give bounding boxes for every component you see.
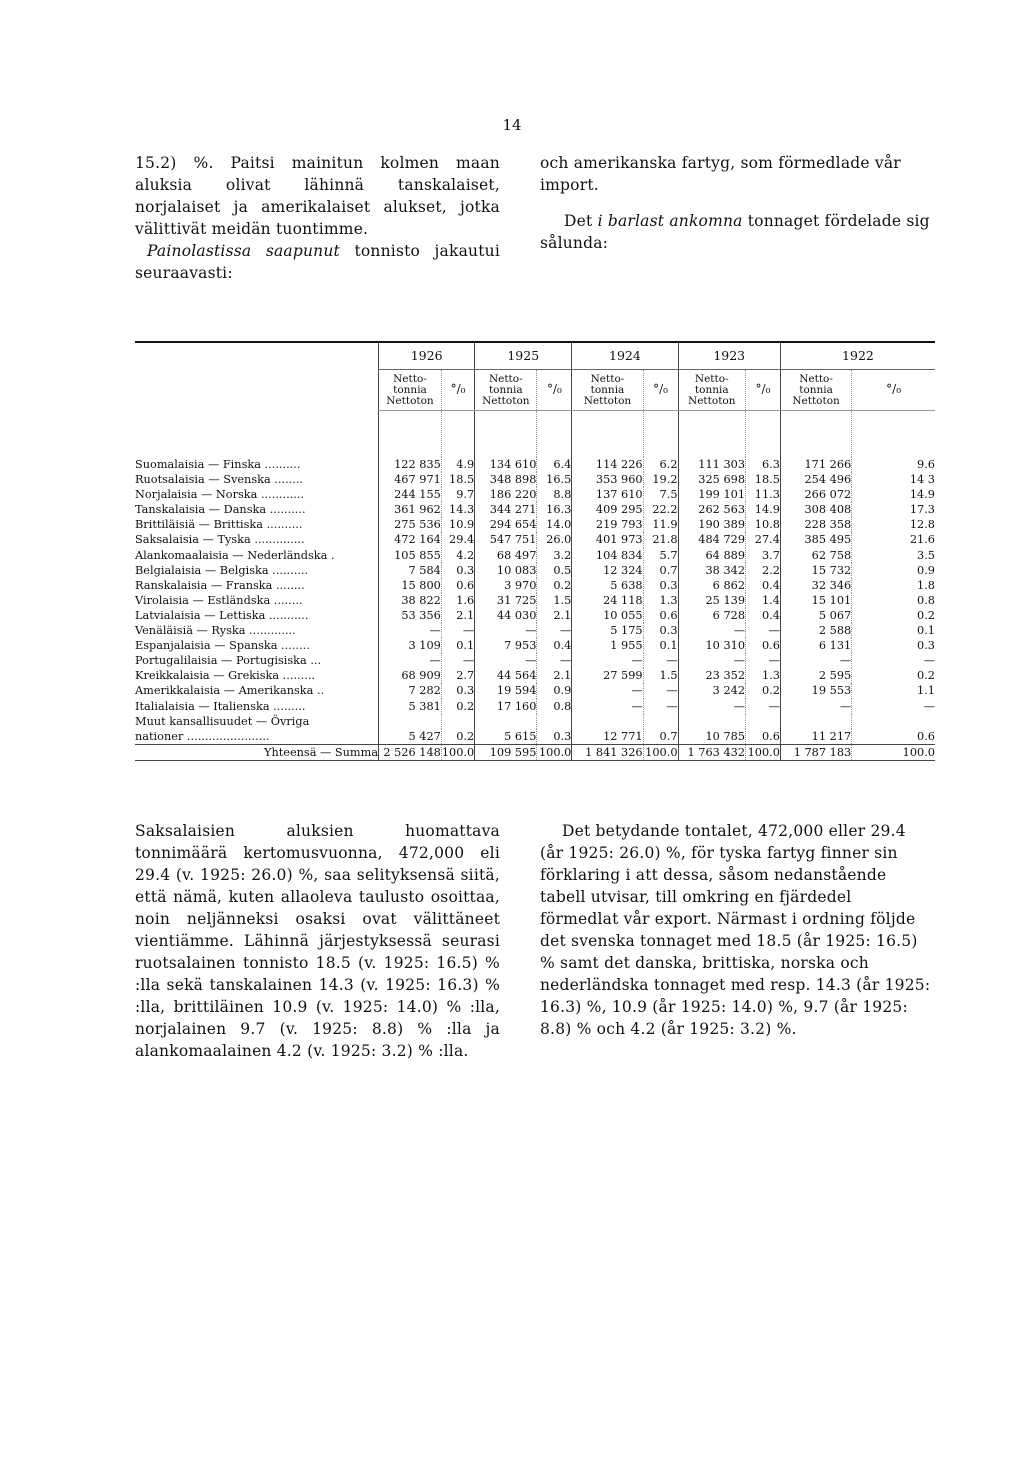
nationality-label: Portugalilaisia — Portugisiska ...: [135, 654, 322, 668]
tonnage-cell: 472 164: [379, 532, 442, 547]
tonnage-cell: 5 615: [475, 729, 537, 745]
nationality-label: Saksalaisia — Tyska ..............: [135, 533, 305, 547]
nationality-label: Ruotsalaisia — Svenska ........: [135, 473, 304, 487]
percent-cell: 0.1: [643, 638, 678, 653]
tonnage-cell: 199 101: [678, 487, 746, 502]
percent-cell: 6.3: [746, 457, 781, 472]
netto-header: [379, 370, 442, 411]
percent-cell: —: [643, 653, 678, 668]
percent-cell: 0.3: [441, 683, 474, 698]
tonnage-cell: 7 584: [379, 563, 442, 578]
left-ballast-paragraph: Painolastissa saapunut tonnisto jakautui seuraavasti:: [135, 242, 500, 282]
tonnage-cell: 325 698: [678, 472, 746, 487]
left-intro-paragraph: 15.2) %. Paitsi mainitun kolmen maan aluksia olivat lähinnä tanskalaiset, norjalaiset ja amerikalaiset alukset, jotka välittivät meidän tuontimme.: [135, 154, 500, 238]
ballast-tonnage-table: [135, 341, 935, 761]
tonnage-cell: 38 342: [678, 563, 746, 578]
nationality-label: Virolaisia — Estländska ........: [135, 593, 303, 607]
tonnage-cell: 122 835: [379, 457, 442, 472]
tonnage-cell: 361 962: [379, 502, 442, 517]
percent-cell: 0.3: [852, 638, 935, 653]
percent-cell: 4.2: [441, 548, 474, 563]
total-row: [135, 744, 935, 760]
table-row: [135, 578, 935, 593]
percent-cell: 1.4: [746, 593, 781, 608]
tonnage-cell: 2 588: [780, 623, 851, 638]
netto-header: [475, 370, 537, 411]
nationality-label: Latvialaisia — Lettiska ...........: [135, 608, 309, 622]
percent-cell: 1.1: [852, 683, 935, 698]
percent-cell: 0.6: [746, 638, 781, 653]
tonnage-cell: 62 758: [780, 548, 851, 563]
tonnage-cell: 12 324: [572, 563, 643, 578]
tonnage-cell: 6 131: [780, 638, 851, 653]
tonnage-cell: 275 536: [379, 517, 442, 532]
percent-cell: 22.2: [643, 502, 678, 517]
nationality-label: Kreikkalaisia — Grekiska .........: [135, 669, 316, 683]
nationality-label: Italialaisia — Italienska .........: [135, 699, 306, 713]
percent-cell: 1.5: [643, 668, 678, 683]
year-header: 1924: [572, 343, 678, 370]
percent-cell: 18.5: [746, 472, 781, 487]
percent-cell: —: [537, 623, 572, 638]
tonnage-cell: 467 971: [379, 472, 442, 487]
tonnage-cell: 38 822: [379, 593, 442, 608]
tonnage-cell: 262 563: [678, 502, 746, 517]
percent-cell: 0.3: [643, 623, 678, 638]
unit-header-row: [135, 370, 935, 411]
tonnage-cell: 353 960: [572, 472, 643, 487]
tonnage-cell: 385 495: [780, 532, 851, 547]
tonnage-cell: 6 728: [678, 608, 746, 623]
tonnage-cell: —: [475, 623, 537, 638]
table-row: [135, 638, 935, 653]
percent-cell: 10.8: [746, 517, 781, 532]
netto-header-text: Netto- tonnia Nettoton: [688, 372, 736, 407]
tonnage-cell: 114 226: [572, 457, 643, 472]
table-row: [135, 608, 935, 623]
percent-cell: 0.7: [643, 729, 678, 745]
table-corner: [135, 370, 379, 411]
year-header: 1926: [379, 343, 475, 370]
table-row: [135, 472, 935, 487]
percent-cell: 0.3: [643, 578, 678, 593]
nationality-label: Venäläisiä — Ryska .............: [135, 624, 296, 638]
tonnage-cell: 3 970: [475, 578, 537, 593]
percent-cell: 0.6: [643, 608, 678, 623]
tonnage-cell: 244 155: [379, 487, 442, 502]
table-row: [135, 487, 935, 502]
percent-cell: 1.3: [746, 668, 781, 683]
table-row: [135, 532, 935, 547]
tonnage-cell: 5 427: [379, 729, 442, 745]
left-german-analysis: [135, 820, 500, 1062]
tonnage-cell: 10 310: [678, 638, 746, 653]
tonnage-cell: 53 356: [379, 608, 442, 623]
nationality-label: Espanjalaisia — Spanska ........: [135, 639, 310, 653]
tonnage-cell: 25 139: [678, 593, 746, 608]
tonnage-cell: 5 638: [572, 578, 643, 593]
percent-cell: 0.2: [852, 668, 935, 683]
percent-cell: 29.4: [441, 532, 474, 547]
nationality-label: Tanskalaisia — Danska ..........: [135, 503, 306, 517]
table-row: [135, 457, 935, 472]
nationality-label: Alankomaalaisia — Nederländska .: [135, 548, 335, 562]
percent-cell: 17.3: [852, 502, 935, 517]
percent-cell: 9.6: [852, 457, 935, 472]
percent-cell: 12.8: [852, 517, 935, 532]
percent-cell: 18.5: [441, 472, 474, 487]
nationality-label: Ranskalaisia — Franska ........: [135, 578, 305, 592]
tonnage-cell: [379, 714, 442, 729]
table-row: [135, 699, 935, 714]
tonnage-cell: 105 855: [379, 548, 442, 563]
year-header: 1925: [475, 343, 572, 370]
tonnage-cell: —: [379, 653, 442, 668]
tonnage-cell: 104 834: [572, 548, 643, 563]
tonnage-cell: 3 242: [678, 683, 746, 698]
percent-header: °/₀: [643, 370, 678, 411]
tonnage-cell: 547 751: [475, 532, 537, 547]
table-row: [135, 502, 935, 517]
percent-cell: 6.2: [643, 457, 678, 472]
netto-header-text: Netto- tonnia Nettoton: [583, 372, 632, 407]
tonnage-cell: —: [678, 699, 746, 714]
tonnage-cell: —: [475, 653, 537, 668]
percent-cell: 0.9: [852, 563, 935, 578]
total-percent-cell: 100.0: [537, 744, 572, 760]
table-spacer-row: [135, 411, 935, 458]
percent-cell: 9.7: [441, 487, 474, 502]
percent-cell: 26.0: [537, 532, 572, 547]
tonnage-cell: 10 055: [572, 608, 643, 623]
tonnage-cell: 219 793: [572, 517, 643, 532]
percent-cell: —: [441, 623, 474, 638]
tonnage-cell: 17 160: [475, 699, 537, 714]
percent-cell: 16.5: [537, 472, 572, 487]
stats-table: [135, 343, 935, 761]
percent-cell: 21.8: [643, 532, 678, 547]
percent-cell: 0.3: [537, 729, 572, 745]
total-label: Yhteensä — Summa: [135, 744, 379, 760]
tonnage-cell: 1 955: [572, 638, 643, 653]
percent-cell: 3.7: [746, 548, 781, 563]
netto-header-text: Netto- tonnia Nettoton: [482, 372, 530, 407]
percent-cell: 11.3: [746, 487, 781, 502]
percent-cell: —: [746, 623, 781, 638]
tonnage-cell: 64 889: [678, 548, 746, 563]
total-tonnage-cell: 1 763 432: [678, 744, 746, 760]
percent-cell: [537, 714, 572, 729]
tonnage-cell: 11 217: [780, 729, 851, 745]
table-row: [135, 593, 935, 608]
netto-header: [780, 370, 851, 411]
tonnage-cell: 10 083: [475, 563, 537, 578]
nationality-label: Brittiläisiä — Brittiska ..........: [135, 518, 303, 532]
tonnage-cell: 5 381: [379, 699, 442, 714]
percent-cell: 3.5: [852, 548, 935, 563]
total-tonnage-cell: 2 526 148: [379, 744, 442, 760]
percent-cell: 1.5: [537, 593, 572, 608]
tonnage-cell: 15 101: [780, 593, 851, 608]
percent-cell: —: [852, 653, 935, 668]
right-intro-paragraph: och amerikanska fartyg, som förmedlade vår import.: [540, 154, 901, 194]
table-row: [135, 668, 935, 683]
page-number: 14: [502, 116, 522, 134]
tonnage-cell: 15 732: [780, 563, 851, 578]
right-analysis-paragraph: Det betydande tontalet, 472,000 eller 29.4 (år 1925: 26.0) %, för tyska fartyg finner sin förklaring i att dessa, såsom nedanstående tabell utvisar, till omkring en fjärdedel förmedlat vår export. Närmast i ordning följde det svenska tonnaget med 18.5 (år 1925: 16.5) % samt det danska, brittiska, norska och nederländska tonnaget med resp. 14.3 (år 1925: 16.3) %, 10.9 (år 1925: 14.0) %, 9.7 (år 1925: 8.8) % och 4.2 (år 1925: 3.2) %.: [540, 822, 931, 1038]
netto-header-text: Netto- tonnia Nettoton: [792, 372, 840, 407]
netto-header: [678, 370, 746, 411]
table-row: [135, 714, 935, 729]
left-intro-text: [135, 152, 500, 284]
percent-cell: 0.2: [537, 578, 572, 593]
tonnage-cell: —: [678, 653, 746, 668]
percent-cell: 11.9: [643, 517, 678, 532]
percent-cell: 6.4: [537, 457, 572, 472]
percent-header: °/₀: [441, 370, 474, 411]
nationality-label: Norjalaisia — Norska ............: [135, 488, 305, 502]
total-percent-cell: 100.0: [746, 744, 781, 760]
percent-cell: 14 3: [852, 472, 935, 487]
tonnage-cell: —: [572, 653, 643, 668]
right-ballast-paragraph: Det i barlast ankomna tonnaget fördelade sig sålunda:: [540, 212, 930, 252]
percent-cell: —: [643, 699, 678, 714]
percent-cell: 1.8: [852, 578, 935, 593]
percent-cell: 0.1: [852, 623, 935, 638]
percent-cell: 0.2: [441, 729, 474, 745]
percent-cell: 0.2: [852, 608, 935, 623]
tonnage-cell: 32 346: [780, 578, 851, 593]
table-row: [135, 653, 935, 668]
year-header: 1922: [780, 343, 935, 370]
tonnage-cell: 12 771: [572, 729, 643, 745]
percent-cell: 14.9: [746, 502, 781, 517]
tonnage-cell: 7 953: [475, 638, 537, 653]
tonnage-cell: 348 898: [475, 472, 537, 487]
nationality-label: nationer .......................: [135, 729, 270, 743]
tonnage-cell: [572, 714, 643, 729]
table-corner: [135, 343, 379, 370]
tonnage-cell: [780, 714, 851, 729]
tonnage-cell: 294 654: [475, 517, 537, 532]
percent-cell: 1.6: [441, 593, 474, 608]
tonnage-cell: 5 175: [572, 623, 643, 638]
percent-cell: 0.1: [441, 638, 474, 653]
tonnage-cell: —: [379, 623, 442, 638]
year-header: 1923: [678, 343, 780, 370]
percent-cell: 3.2: [537, 548, 572, 563]
percent-cell: 14.3: [441, 502, 474, 517]
right-intro-text: [540, 152, 932, 254]
percent-cell: 0.6: [441, 578, 474, 593]
tonnage-cell: —: [572, 699, 643, 714]
tonnage-cell: [475, 714, 537, 729]
tonnage-cell: 186 220: [475, 487, 537, 502]
percent-header: °/₀: [852, 370, 935, 411]
percent-cell: 7.5: [643, 487, 678, 502]
tonnage-cell: 23 352: [678, 668, 746, 683]
tonnage-cell: 15 800: [379, 578, 442, 593]
table-row: [135, 563, 935, 578]
percent-cell: 0.7: [643, 563, 678, 578]
tonnage-cell: 111 303: [678, 457, 746, 472]
tonnage-cell: 6 862: [678, 578, 746, 593]
nationality-label: Amerikkalaisia — Amerikanska ..: [135, 684, 325, 698]
right-german-analysis: [540, 820, 932, 1040]
tonnage-cell: 31 725: [475, 593, 537, 608]
tonnage-cell: 344 271: [475, 502, 537, 517]
table-row: [135, 517, 935, 532]
table-row: [135, 623, 935, 638]
tonnage-cell: —: [780, 653, 851, 668]
percent-cell: —: [643, 683, 678, 698]
total-percent-cell: 100.0: [643, 744, 678, 760]
total-tonnage-cell: 1 841 326: [572, 744, 643, 760]
tonnage-cell: 19 594: [475, 683, 537, 698]
tonnage-cell: 27 599: [572, 668, 643, 683]
netto-header: [572, 370, 643, 411]
percent-cell: 4.9: [441, 457, 474, 472]
percent-header: °/₀: [537, 370, 572, 411]
percent-cell: [852, 714, 935, 729]
percent-cell: 0.3: [441, 563, 474, 578]
tonnage-cell: 308 408: [780, 502, 851, 517]
percent-cell: 21.6: [852, 532, 935, 547]
nationality-label: Muut kansallisuudet — Övriga: [135, 714, 310, 728]
percent-cell: 0.6: [746, 729, 781, 745]
percent-cell: —: [746, 699, 781, 714]
percent-cell: 2.1: [537, 608, 572, 623]
tonnage-cell: [678, 714, 746, 729]
tonnage-cell: 134 610: [475, 457, 537, 472]
percent-cell: 10.9: [441, 517, 474, 532]
percent-cell: 5.7: [643, 548, 678, 563]
year-header-row: [135, 343, 935, 370]
table-body: [135, 411, 935, 761]
tonnage-cell: 190 389: [678, 517, 746, 532]
tonnage-cell: 409 295: [572, 502, 643, 517]
percent-cell: 2.1: [441, 608, 474, 623]
percent-cell: 0.8: [852, 593, 935, 608]
percent-cell: 0.4: [746, 578, 781, 593]
table-row: [135, 548, 935, 563]
percent-cell: —: [441, 653, 474, 668]
total-percent-cell: 100.0: [852, 744, 935, 760]
netto-header-text: Netto- tonnia Nettoton: [386, 372, 434, 407]
percent-cell: 0.5: [537, 563, 572, 578]
tonnage-cell: 68 909: [379, 668, 442, 683]
total-tonnage-cell: 109 595: [475, 744, 537, 760]
percent-cell: —: [537, 653, 572, 668]
percent-cell: 14.0: [537, 517, 572, 532]
percent-cell: 0.2: [746, 683, 781, 698]
tonnage-cell: —: [780, 699, 851, 714]
nationality-label: Belgialaisia — Belgiska ..........: [135, 563, 309, 577]
tonnage-cell: 228 358: [780, 517, 851, 532]
left-analysis-paragraph: Saksalaisien aluksien huomattava tonnimäärä kertomusvuonna, 472,000 eli 29.4 (v. 1925: 26.0) %, saa selityksensä siitä, että nämä, kuten allaoleva taulusto osoittaa, noin neljänneksi osaksi ovat välittäneet vientiämme. Lähinnä järjestyksessä seurasi ruotsalainen tonnisto 18.5 (v. 1925: 16.5) % :lla sekä tanskalainen 14.3 (v. 1925: 16.3) % :lla, brittiläinen 10.9 (v. 1925: 14.0) % :lla, norjalainen 9.7 (v. 1925: 8.8) % :lla ja alankomaalainen 4.2 (v. 1925: 3.2) % :lla.: [135, 822, 500, 1060]
tonnage-cell: 5 067: [780, 608, 851, 623]
percent-cell: 0.9: [537, 683, 572, 698]
percent-cell: 1.3: [643, 593, 678, 608]
tonnage-cell: 68 497: [475, 548, 537, 563]
tonnage-cell: 7 282: [379, 683, 442, 698]
percent-cell: [643, 714, 678, 729]
tonnage-cell: 266 072: [780, 487, 851, 502]
tonnage-cell: 137 610: [572, 487, 643, 502]
percent-cell: 19.2: [643, 472, 678, 487]
table-row: [135, 683, 935, 698]
tonnage-cell: 171 266: [780, 457, 851, 472]
tonnage-cell: 19 553: [780, 683, 851, 698]
percent-cell: 14.9: [852, 487, 935, 502]
percent-cell: 2.7: [441, 668, 474, 683]
percent-cell: [746, 714, 781, 729]
total-tonnage-cell: 1 787 183: [780, 744, 851, 760]
tonnage-cell: 484 729: [678, 532, 746, 547]
percent-header: °/₀: [746, 370, 781, 411]
percent-cell: —: [746, 653, 781, 668]
percent-cell: 16.3: [537, 502, 572, 517]
percent-cell: 0.8: [537, 699, 572, 714]
tonnage-cell: —: [678, 623, 746, 638]
percent-cell: 2.2: [746, 563, 781, 578]
tonnage-cell: 44 564: [475, 668, 537, 683]
tonnage-cell: 254 496: [780, 472, 851, 487]
nationality-label: Suomalaisia — Finska ..........: [135, 458, 301, 471]
percent-cell: 8.8: [537, 487, 572, 502]
percent-cell: 27.4: [746, 532, 781, 547]
percent-cell: 0.2: [441, 699, 474, 714]
percent-cell: 2.1: [537, 668, 572, 683]
percent-cell: 0.4: [746, 608, 781, 623]
tonnage-cell: 401 973: [572, 532, 643, 547]
tonnage-cell: 24 118: [572, 593, 643, 608]
total-percent-cell: 100.0: [441, 745, 475, 759]
percent-cell: 0.6: [852, 729, 935, 745]
table-row: [135, 729, 935, 745]
percent-cell: 0.4: [537, 638, 572, 653]
percent-cell: [441, 714, 474, 729]
tonnage-cell: 44 030: [475, 608, 537, 623]
percent-cell: —: [852, 699, 935, 714]
tonnage-cell: —: [572, 683, 643, 698]
tonnage-cell: 10 785: [678, 729, 746, 745]
tonnage-cell: 3 109: [379, 638, 442, 653]
tonnage-cell: 2 595: [780, 668, 851, 683]
